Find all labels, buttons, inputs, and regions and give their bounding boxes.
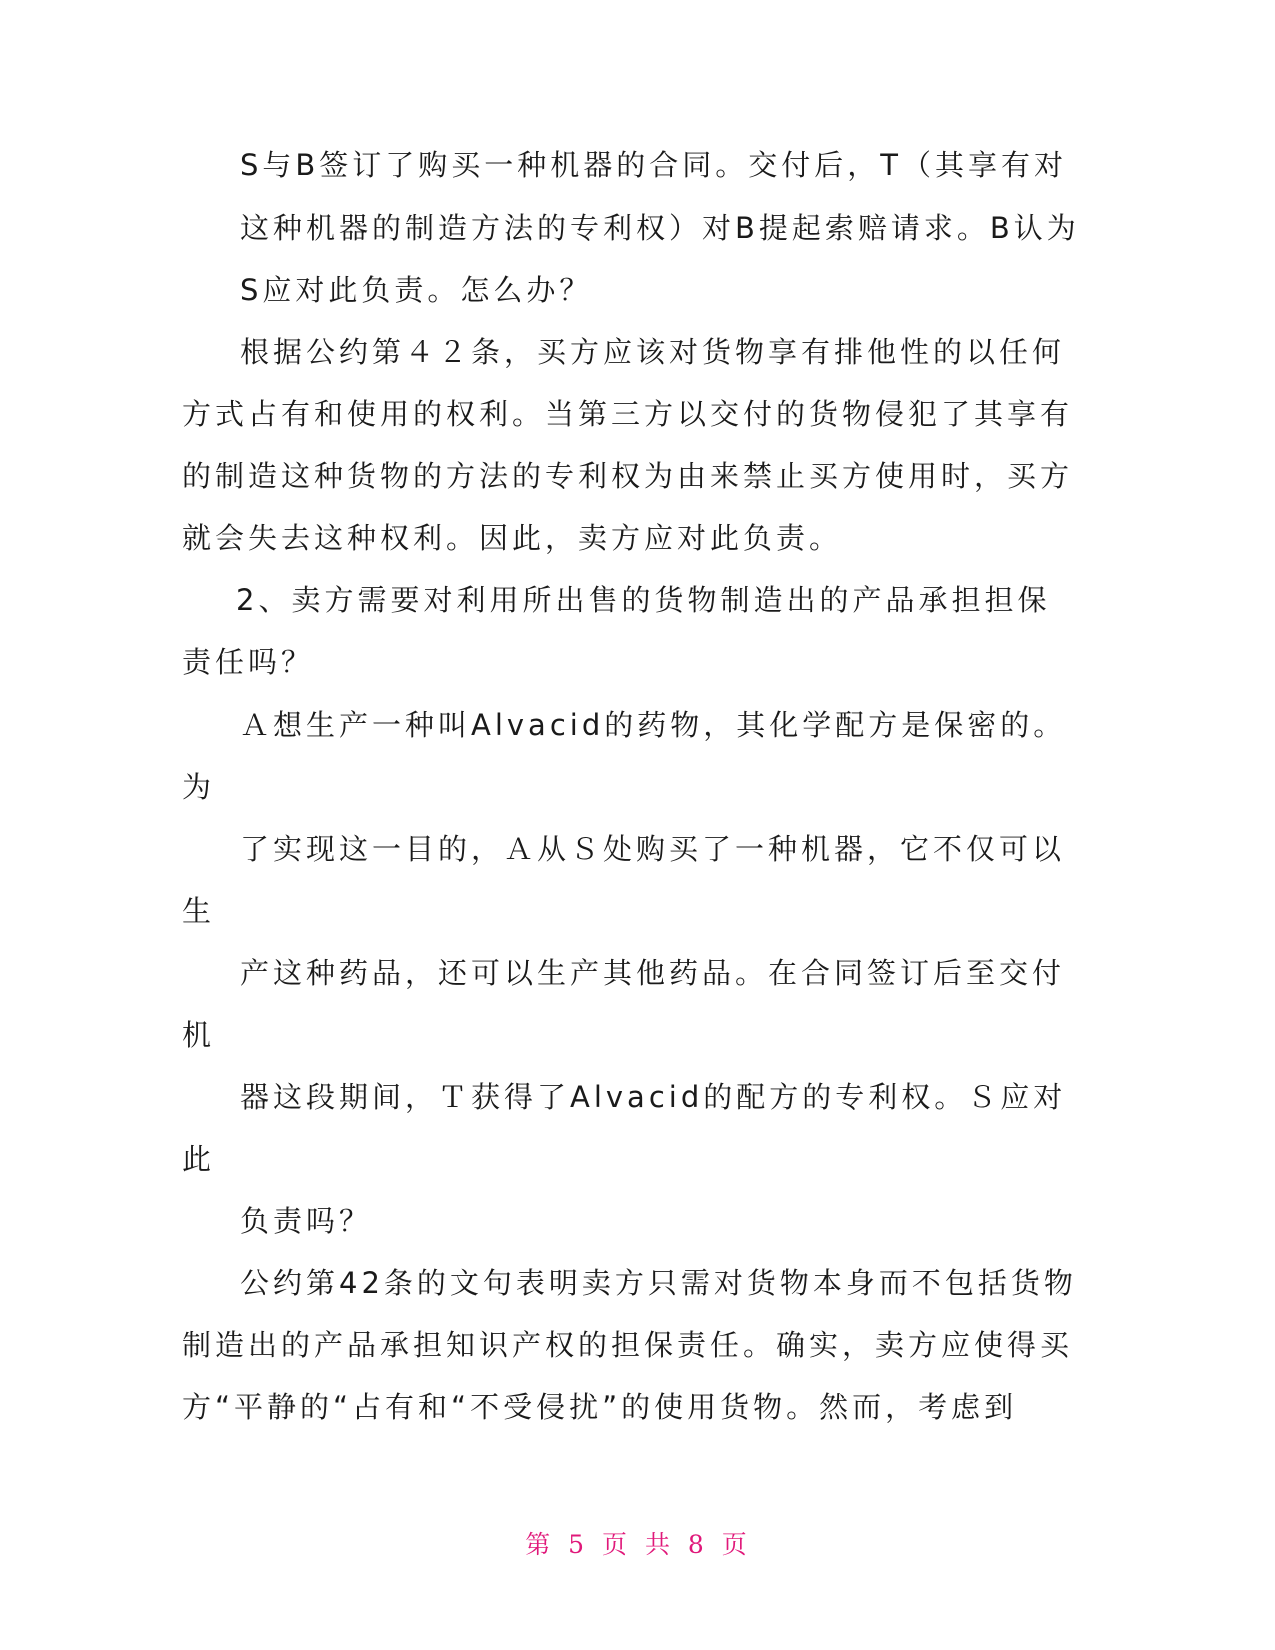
text-line: S应对此负责。怎么办？ — [240, 273, 593, 307]
text-line: 这种机器的制造方法的专利权）对B提起索赔请求。B认为 — [240, 211, 1080, 245]
text-line: 方式占有和使用的权利。当第三方以交付的货物侵犯了其享有 — [182, 397, 1074, 431]
text-line: 此 — [182, 1142, 216, 1176]
text-line: Ａ想生产一种叫Alvacid的药物，其化学配方是保密的。 — [240, 708, 1067, 742]
text-line: 负责吗？ — [240, 1204, 373, 1238]
text-line: 根据公约第４２条，买方应该对货物享有排他性的以任何 — [240, 335, 1066, 369]
text-line: 就会失去这种权利。因此，卖方应对此负责。 — [182, 521, 843, 555]
page-number-footer: 第 5 页 共 8 页 — [525, 1530, 750, 1559]
text-line: 生 — [182, 894, 216, 928]
text-line: 产这种药品，还可以生产其他药品。在合同签订后至交付 — [240, 956, 1066, 990]
text-line: 了实现这一目的，Ａ从Ｓ处购买了一种机器，它不仅可以 — [240, 832, 1066, 866]
text-line: 方“平静的“占有和“不受侵扰”的使用货物。然而，考虑到 — [182, 1390, 1018, 1424]
text-line: 2、卖方需要对利用所出售的货物制造出的产品承担担保 — [236, 583, 1051, 617]
text-line: S与B签订了购买一种机器的合同。交付后，T（其享有对 — [240, 148, 1068, 182]
text-line: 责任吗？ — [182, 645, 315, 679]
text-line: 器这段期间，Ｔ获得了Alvacid的配方的专利权。Ｓ应对 — [240, 1080, 1067, 1114]
text-line: 制造出的产品承担知识产权的担保责任。确实，卖方应使得买 — [182, 1328, 1074, 1362]
text-line: 的制造这种货物的方法的专利权为由来禁止买方使用时，买方 — [182, 459, 1074, 493]
text-line: 机 — [182, 1018, 216, 1052]
text-line: 公约第42条的文句表明卖方只需对货物本身而不包括货物 — [240, 1266, 1077, 1300]
text-line: 为 — [182, 770, 216, 804]
